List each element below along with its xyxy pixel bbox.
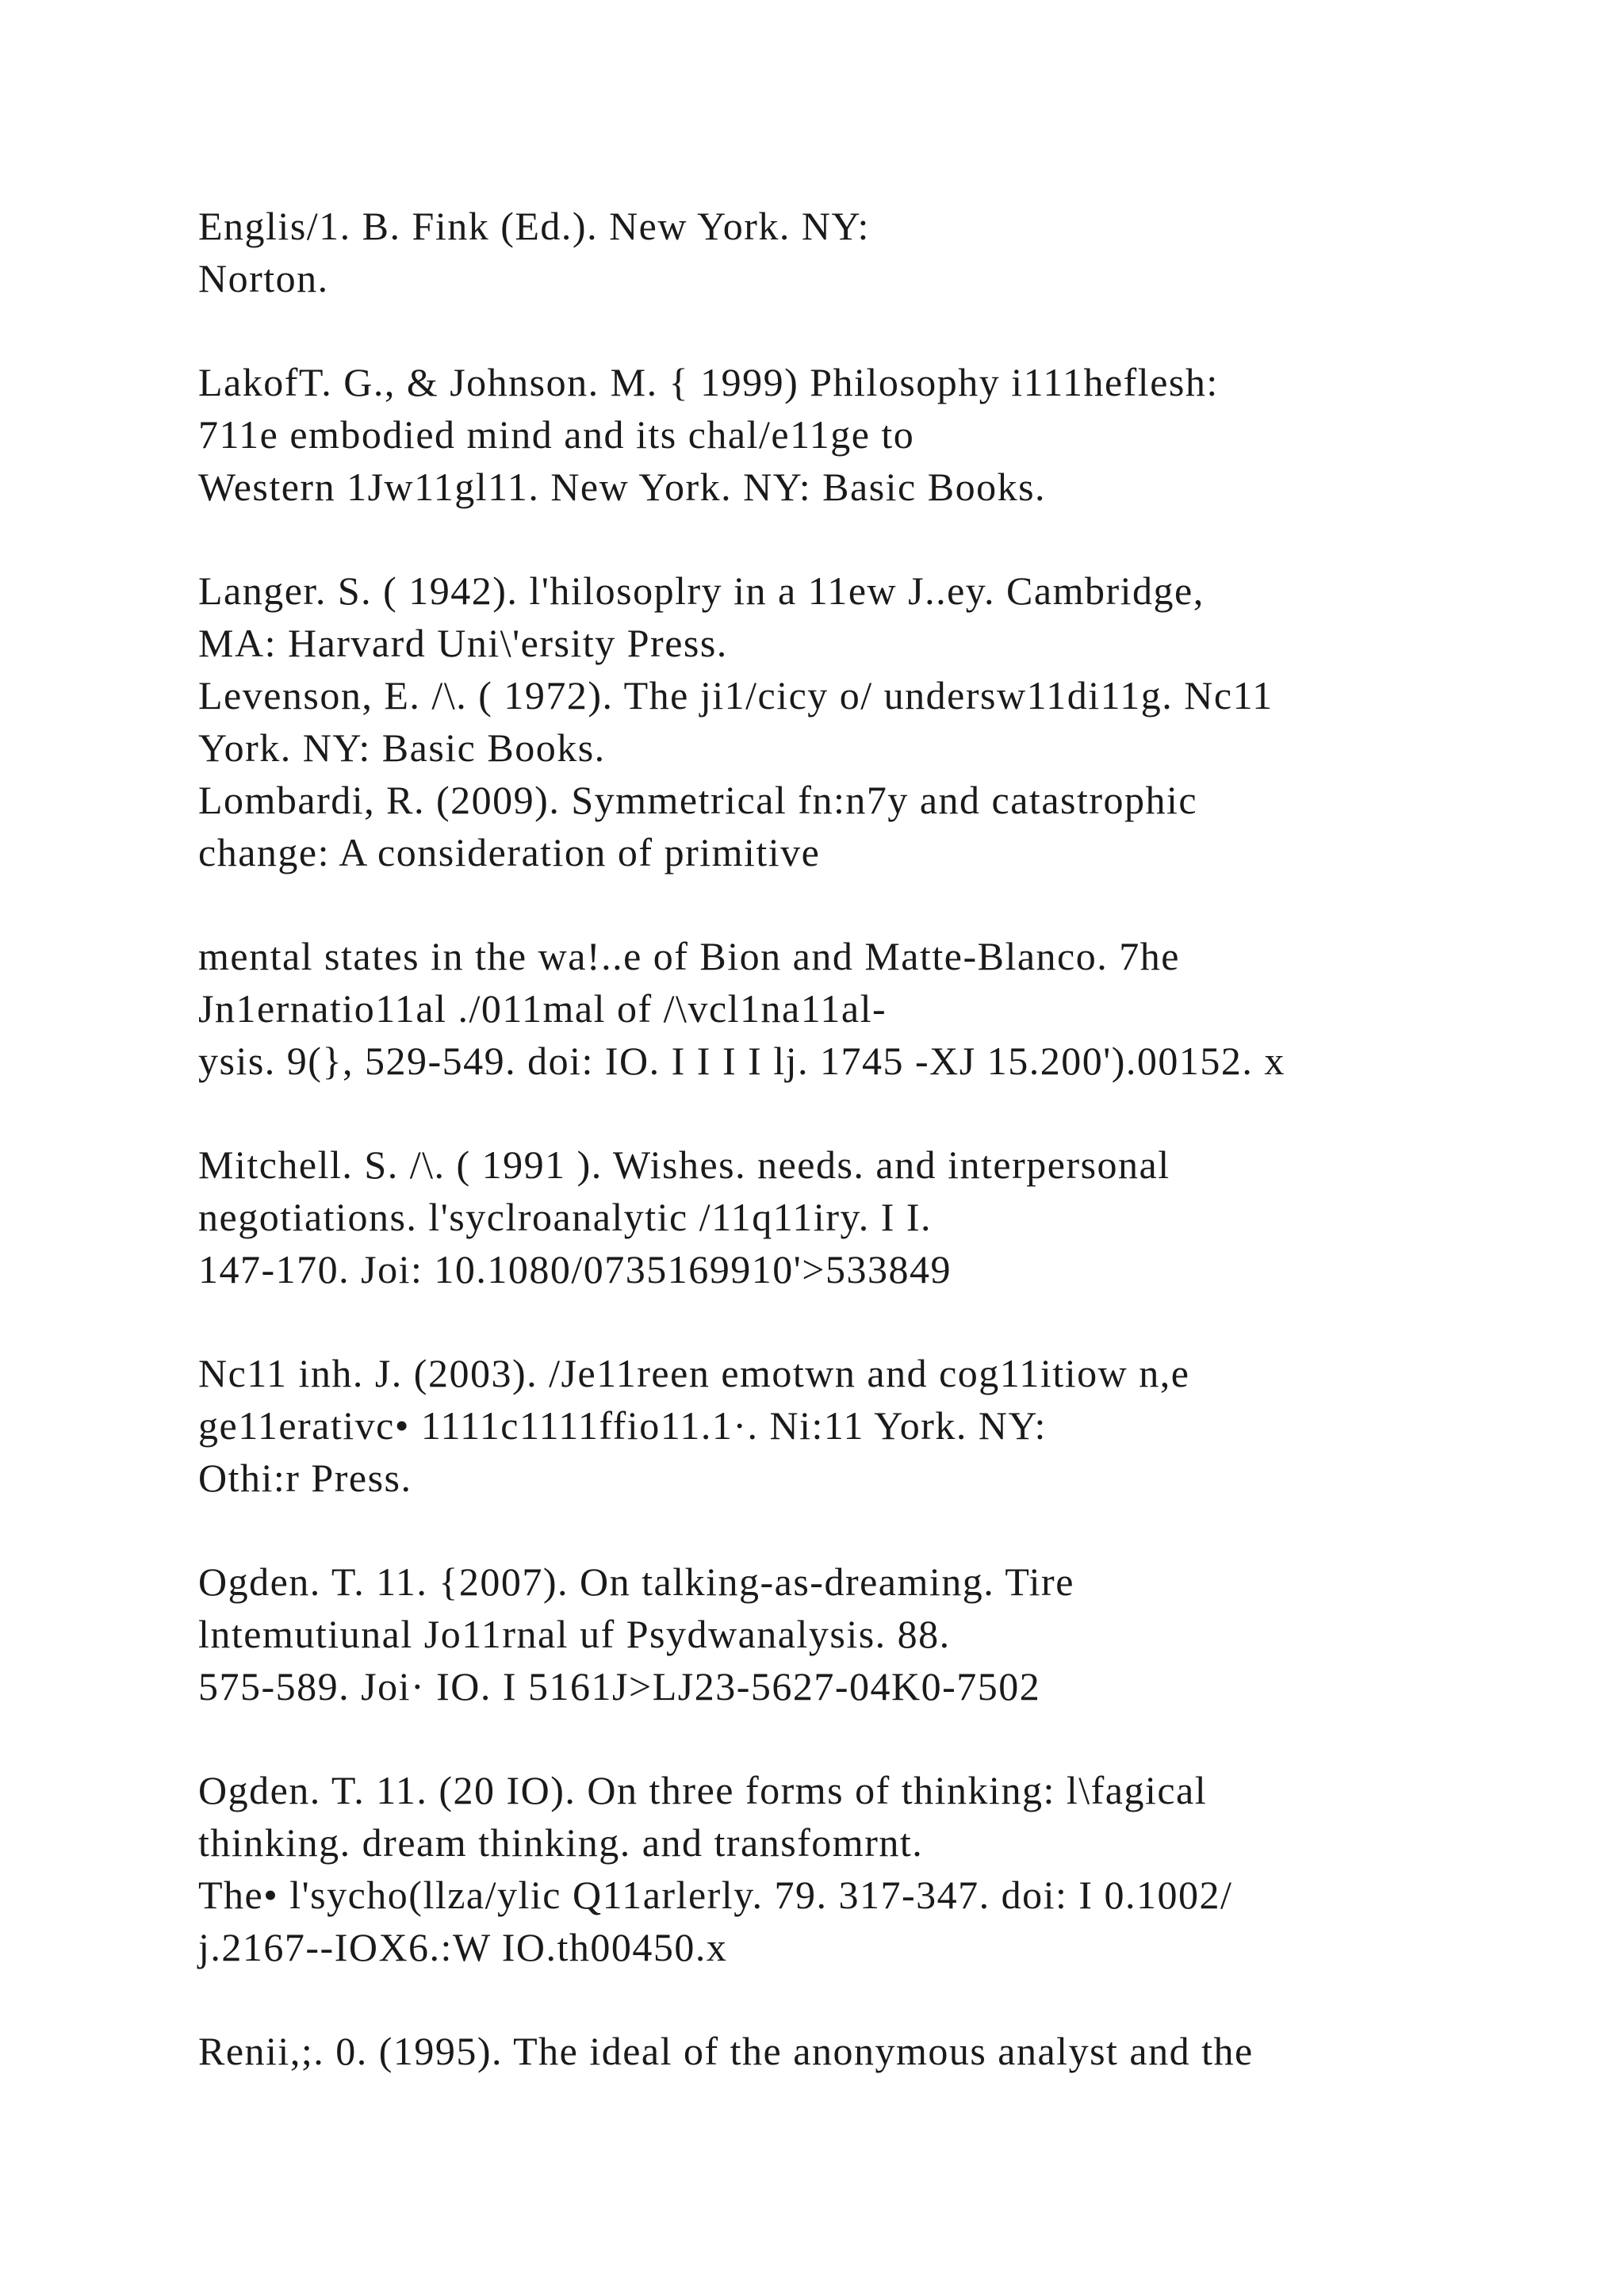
reference-line: j.2167--IOX6.:W IO.th00450.x bbox=[198, 1925, 728, 1969]
reference-line: Jn1ernatio11al ./011mal of /\vcl1na11al- bbox=[198, 986, 887, 1031]
reference-line: Renii,;. 0. (1995). The ideal of the anonymous analyst and the bbox=[198, 2029, 1254, 2073]
reference-line: change: A consideration of primitive bbox=[198, 830, 821, 874]
reference-line: Ogden. T. 11. (20 IO). On three forms of thinking: l\fagical bbox=[198, 1768, 1208, 1812]
reference-line: Lombardi, R. (2009). Symmetrical fn:n7y and catastrophic bbox=[198, 778, 1198, 822]
reference-line: Norton. bbox=[198, 256, 329, 300]
reference-line: Mitchell. S. /\. ( 1991 ). Wishes. needs. and interpersonal bbox=[198, 1142, 1170, 1187]
reference-line: 711e embodied mind and its chal/e11ge to bbox=[198, 412, 915, 457]
reference-line: Othi:r Press. bbox=[198, 1456, 412, 1500]
reference-line: negotiations. l'syclroanalytic /11q11iry. I I. bbox=[198, 1195, 933, 1239]
reference-line: LakofT. G., & Johnson. M. { 1999) Philosophy i111heflesh: bbox=[198, 360, 1219, 404]
reference-line: MA: Harvard Uni\'ersity Press. bbox=[198, 621, 728, 665]
reference-line: Englis/1. B. Fink (Ed.). New York. NY: bbox=[198, 204, 870, 248]
reference-line: The• l'sycho(llza/ylic Q11arlerly. 79. 317-347. doi: I 0.1002/ bbox=[198, 1873, 1233, 1917]
reference-line: lntemutiunal Jo11rnal uf Psydwanalysis. 88. bbox=[198, 1612, 951, 1656]
reference-line: ysis. 9(}, 529-549. doi: IO. I I I I lj. 1745 -XJ 15.200').00152. x bbox=[198, 1039, 1285, 1083]
reference-line: Levenson, E. /\. ( 1972). The ji1/cicy o/ undersw11di11g. Nc11 bbox=[198, 673, 1274, 718]
reference-line: York. NY: Basic Books. bbox=[198, 725, 606, 770]
reference-line: 147-170. Joi: 10.1080/0735169910'>533849 bbox=[198, 1247, 952, 1292]
reference-line: Western 1Jw11gl11. New York. NY: Basic Books. bbox=[198, 465, 1047, 509]
reference-line: ge11erativc• 1111c1111ffio11.1·. Ni:11 York. NY: bbox=[198, 1403, 1047, 1448]
reference-line: Langer. S. ( 1942). l'hilosoplry in a 11ew J..ey. Cambridge, bbox=[198, 568, 1205, 613]
reference-line: Ogden. T. 11. {2007). On talking-as-dreaming. Tire bbox=[198, 1559, 1074, 1604]
reference-line: mental states in the wa!..e of Bion and Matte-Blanco. 7he bbox=[198, 934, 1180, 978]
reference-line: thinking. dream thinking. and transfomrnt. bbox=[198, 1820, 924, 1865]
reference-line: 575-589. Joi· IO. I 5161J>LJ23-5627-04K0-7502 bbox=[198, 1664, 1041, 1709]
reference-line: Nc11 inh. J. (2003). /Je11reen emotwn and cog11itiow n,e bbox=[198, 1351, 1190, 1395]
